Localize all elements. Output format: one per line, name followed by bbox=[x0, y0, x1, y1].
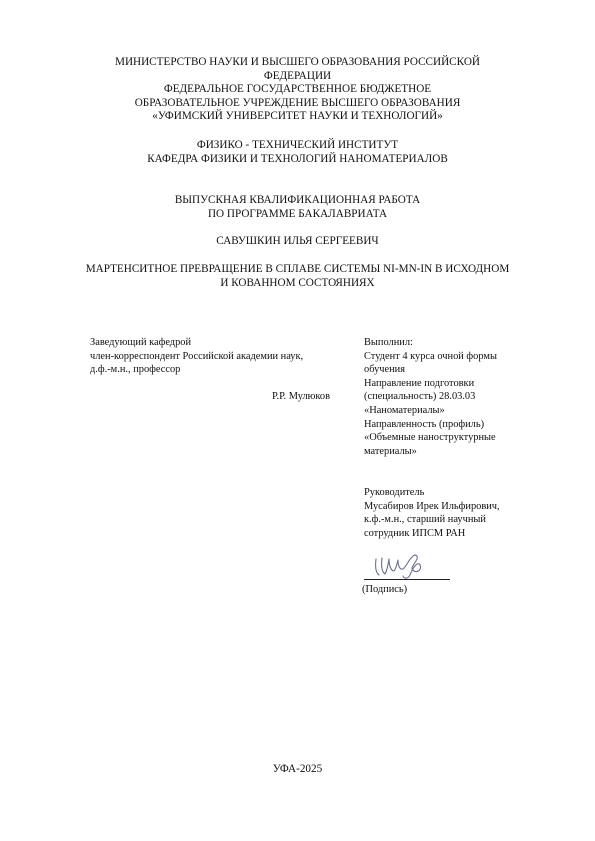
handwritten-signature bbox=[370, 549, 450, 581]
chair-name: КАФЕДРА ФИЗИКИ И ТЕХНОЛОГИЙ НАНОМАТЕРИАЛОВ bbox=[147, 152, 448, 165]
signature-line bbox=[364, 579, 450, 580]
city-year: УФА-2025 bbox=[272, 763, 323, 775]
performed-by-line: (специальность) 28.03.03 bbox=[364, 391, 476, 403]
thesis-title-line: МАРТЕНСИТНОЕ ПРЕВРАЩЕНИЕ В СПЛАВЕ СИСТЕМЫ NI-MN-IN В ИСХОДНОМ bbox=[85, 263, 510, 275]
performed-by-line: «Наноматериалы» bbox=[364, 404, 445, 416]
performed-by-line: материалы» bbox=[364, 445, 417, 457]
ministry-line: ФЕДЕРАЦИИ bbox=[263, 69, 332, 82]
performed-by-block bbox=[364, 336, 497, 458]
head-of-chair-label: Заведующий кафедрой bbox=[90, 337, 192, 348]
supervisor-line: Мусабиров Ирек Ильфирович, bbox=[364, 500, 500, 512]
head-of-chair-position: д.ф.-м.н., профессор bbox=[90, 364, 181, 376]
work-type-line: ВЫПУСКНАЯ КВАЛИФИКАЦИОННАЯ РАБОТА bbox=[174, 194, 421, 206]
thesis-title bbox=[60, 263, 535, 290]
head-of-chair-position: член-корреспондент Российской академии наук, bbox=[90, 350, 304, 362]
performed-by-line: «Объемные наноструктурные bbox=[364, 432, 496, 444]
head-of-chair-block bbox=[90, 336, 303, 377]
institution-line: ФЕДЕРАЛЬНОЕ ГОСУДАРСТВЕННОЕ БЮДЖЕТНОЕ bbox=[163, 83, 432, 96]
supervisor-line: к.ф.-м.н., старший научный bbox=[364, 514, 486, 526]
head-of-chair-name: Р.Р. Мулюков bbox=[272, 391, 331, 402]
performed-by-line: Студент 4 курса очной формы bbox=[364, 350, 497, 362]
institution-line: «УФИМСКИЙ УНИВЕРСИТЕТ НАУКИ И ТЕХНОЛОГИЙ» bbox=[152, 110, 443, 123]
footer-city-year bbox=[60, 763, 535, 777]
supervisor-label: Руководитель bbox=[364, 487, 425, 498]
performed-by-line: Направление подготовки bbox=[364, 377, 475, 389]
thesis-title-line: И КОВАННОМ СОСТОЯНИЯХ bbox=[220, 276, 375, 289]
author-name: САВУШКИН ИЛЬЯ СЕРГЕЕВИЧ bbox=[216, 235, 379, 247]
ministry-header bbox=[60, 56, 535, 124]
author-block bbox=[60, 235, 535, 249]
institute-name: ФИЗИКО - ТЕХНИЧЕСКИЙ ИНСТИТУТ bbox=[196, 139, 399, 151]
ministry-line: МИНИСТЕРСТВО НАУКИ И ВЫСШЕГО ОБРАЗОВАНИЯ РОССИЙСКОЙ bbox=[115, 56, 480, 68]
department-block bbox=[60, 139, 535, 166]
work-type-block bbox=[60, 194, 535, 221]
institution-line: ОБРАЗОВАТЕЛЬНОЕ УЧРЕЖДЕНИЕ ВЫСШЕГО ОБРАЗОВАНИЯ bbox=[134, 96, 461, 109]
work-type-line: ПО ПРОГРАММЕ БАКАЛАВРИАТА bbox=[207, 207, 388, 220]
performed-by-line: Направленность (профиль) bbox=[364, 418, 485, 430]
signature-caption: (Подпись) bbox=[362, 584, 408, 595]
supervisor-block bbox=[364, 486, 500, 540]
performed-by-line: обучения bbox=[364, 364, 406, 376]
performed-by-label: Выполнил: bbox=[364, 337, 413, 348]
supervisor-line: сотрудник ИПСМ РАН bbox=[364, 527, 466, 539]
